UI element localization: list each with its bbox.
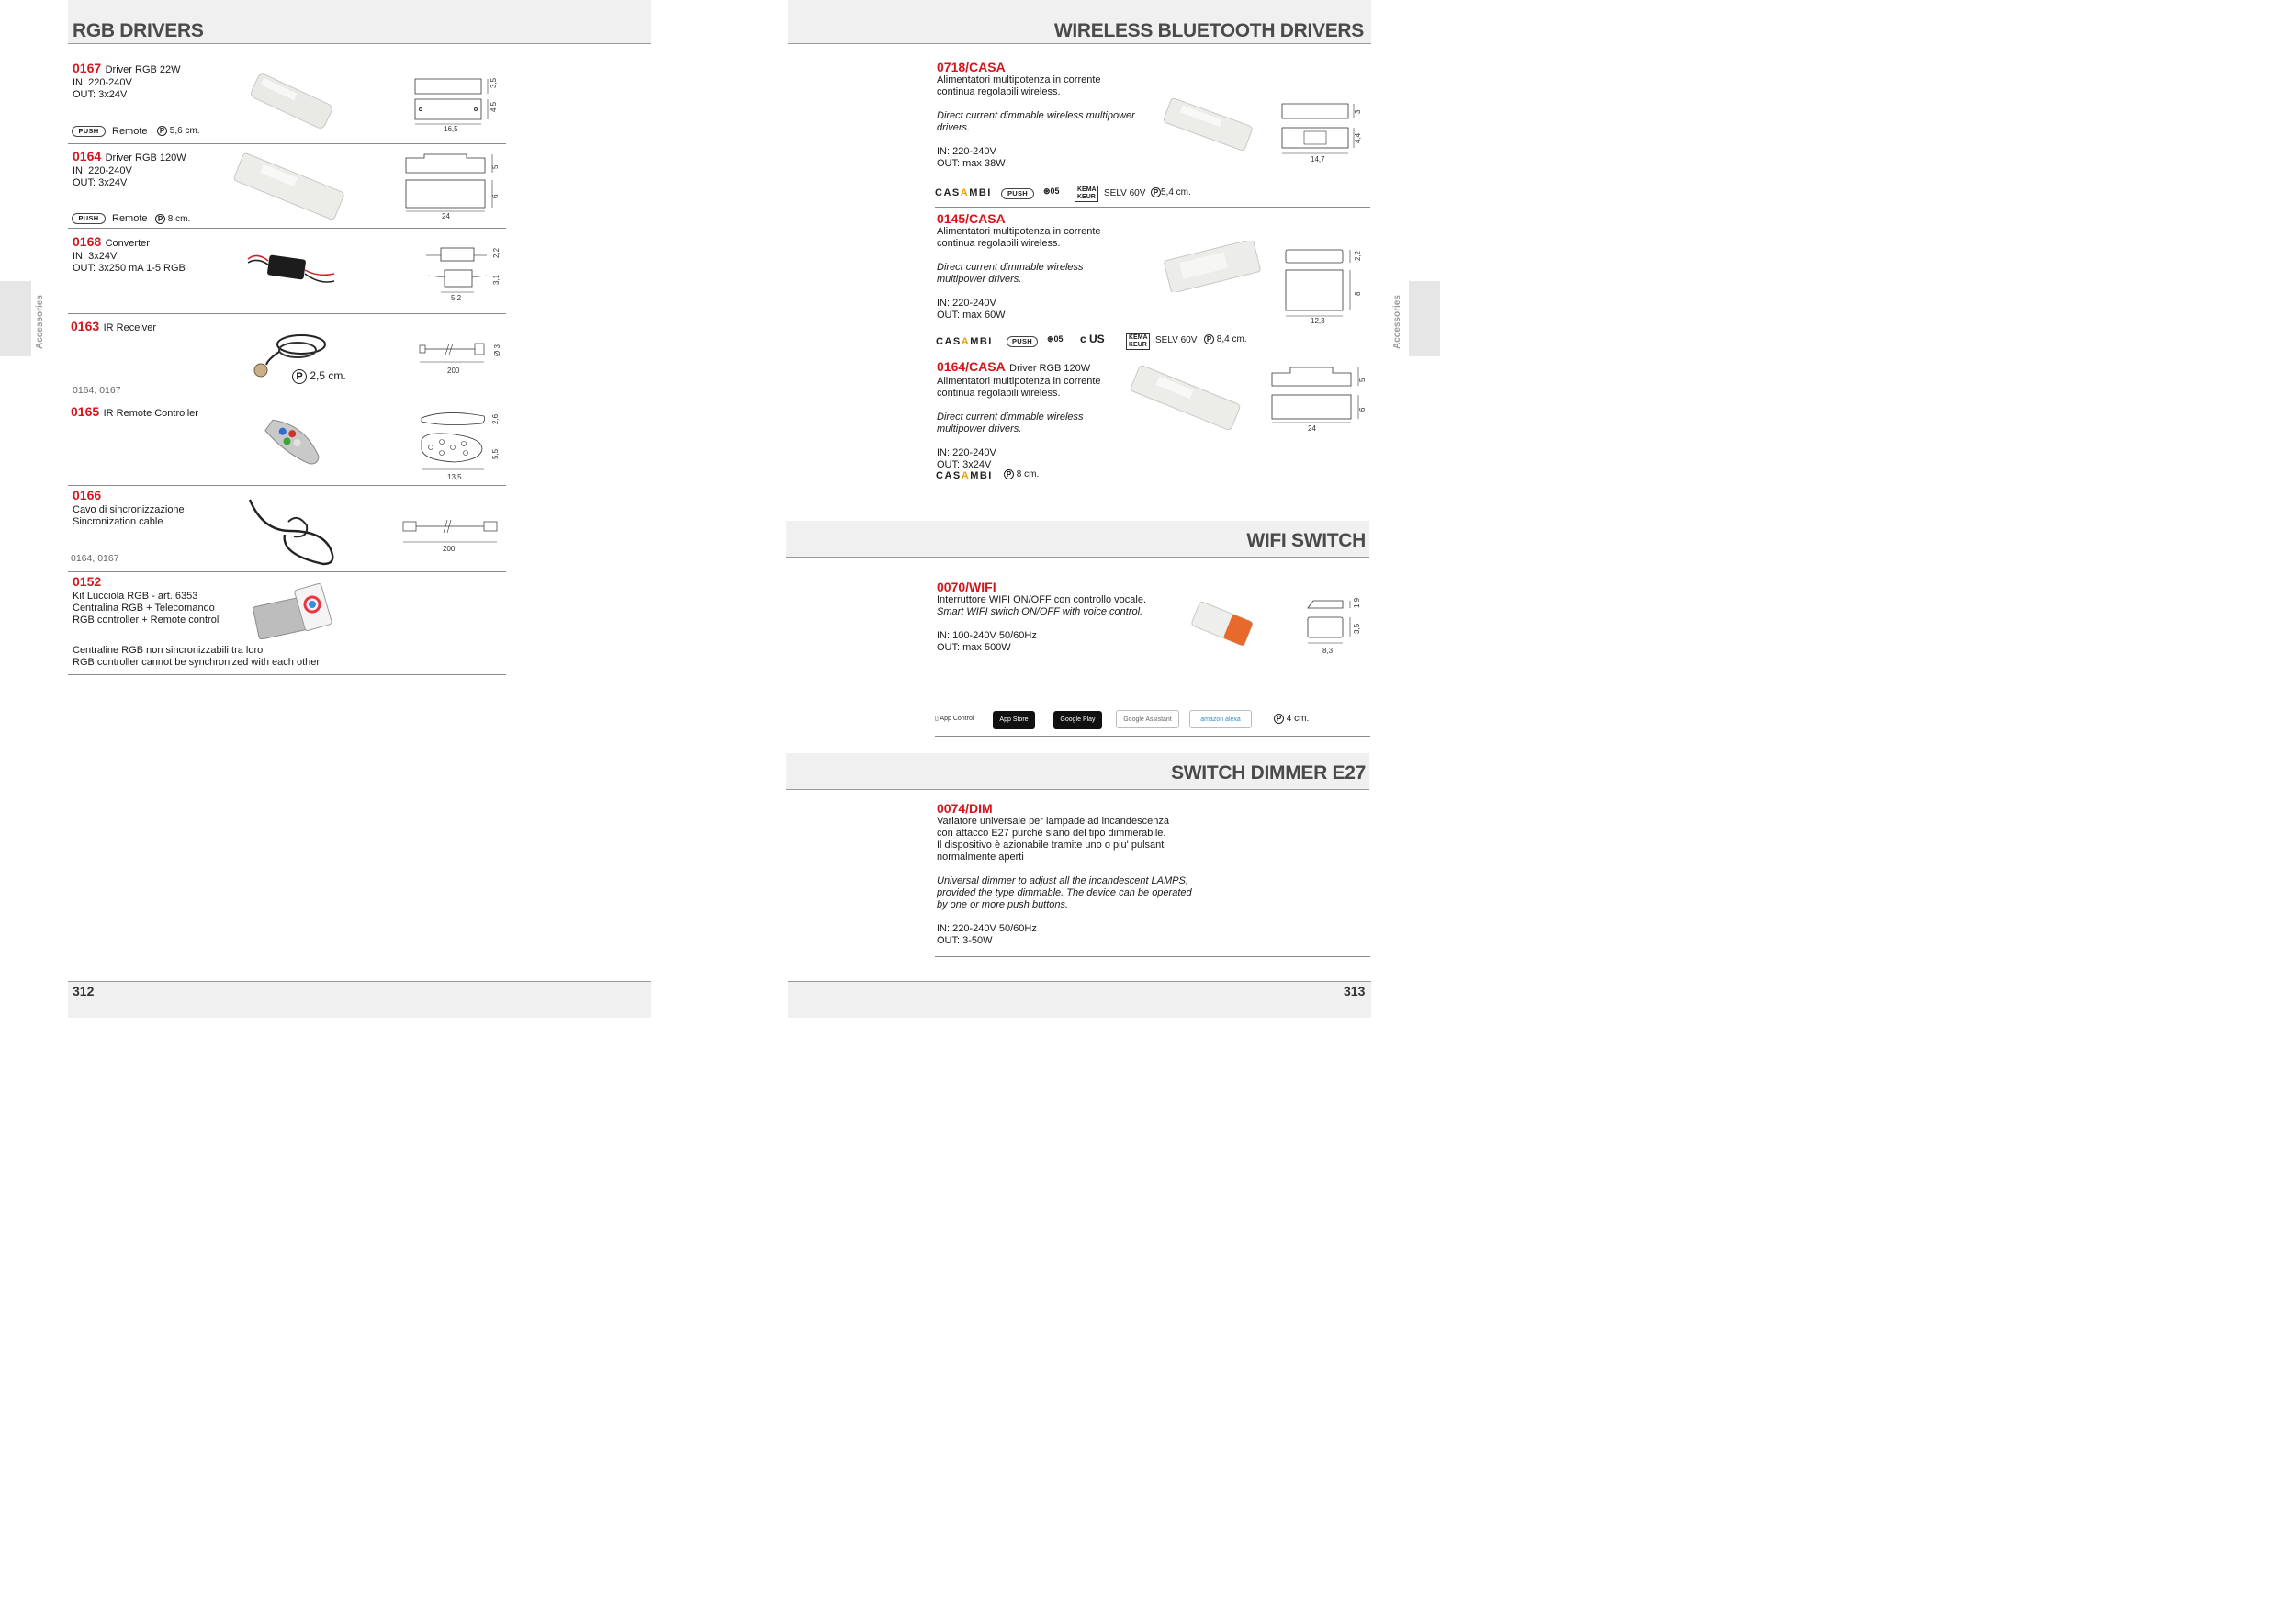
desc-en: drivers. (937, 122, 971, 133)
divider (935, 736, 1370, 737)
hole-value: 4 cm. (1286, 714, 1310, 725)
cert-mark-icon: ⊛05 (1043, 186, 1060, 196)
product-name: IR Remote Controller (103, 408, 198, 419)
hole-size (1004, 469, 1039, 479)
remote-controller-image (255, 415, 329, 472)
push-badge: PUSH (1007, 336, 1038, 347)
desc-en: Direct current dimmable wireless (937, 412, 1084, 423)
hole-size (292, 369, 346, 384)
dim-depth: 3,5 (1353, 623, 1361, 634)
side-label: Accessories (1392, 295, 1402, 349)
product-code: 0163 (71, 319, 100, 333)
dim-depth: 4,4 (1354, 132, 1362, 143)
spec-out: OUT: 3-50W (937, 935, 993, 946)
remote-label: Remote (112, 213, 148, 224)
side-tab (0, 281, 31, 356)
product-0165 (71, 404, 198, 421)
product-code: 0168 (73, 234, 102, 249)
dim-depth: 6 (1358, 407, 1367, 412)
product-0166 (73, 488, 185, 528)
casambi-logo-accent: A (961, 336, 971, 347)
product-0718-casa (937, 60, 1135, 170)
divider (68, 313, 506, 314)
desc-en: multipower drivers. (937, 423, 1022, 434)
dim-width: 5,5 (491, 448, 500, 459)
driver-image (1159, 96, 1255, 153)
divider (68, 143, 506, 144)
section-title: SWITCH DIMMER E27 (1171, 762, 1366, 784)
note-line: Centraline RGB non sincronizzabili tra loro (73, 645, 264, 656)
dim-height: 2,2 (1354, 250, 1362, 261)
dim-length: 200 (443, 545, 456, 553)
side-label: Accessories (35, 295, 45, 349)
dimension-drawing (402, 152, 503, 217)
footer-bar (788, 981, 1371, 1018)
divider (68, 571, 506, 572)
converter-image (246, 241, 338, 296)
spec-out: OUT: 3x24V (937, 459, 992, 470)
page-number: 312 (73, 984, 95, 998)
google-play-badge: Google Play (1053, 711, 1102, 729)
product-code: 0152 (73, 574, 102, 589)
desc-it: Il dispositivo è azionabile tramite uno o piu' pulsanti (937, 840, 1166, 851)
product-code: 0074/DIM (937, 801, 993, 816)
section-header-switch-dimmer (786, 753, 1369, 790)
desc-it: normalmente aperti (937, 851, 1024, 863)
casambi-logo-accent: A (960, 187, 970, 198)
dimension-drawing (400, 516, 501, 546)
product-desc: Kit Lucciola RGB - art. 6353 (73, 591, 198, 602)
desc-it: continua regolabili wireless. (937, 238, 1061, 249)
dim-height: 1,9 (1353, 597, 1361, 608)
dim-width: 14,7 (1311, 155, 1325, 164)
side-tab (1409, 281, 1440, 356)
product-name: IR Receiver (103, 322, 157, 333)
product-0152 (73, 574, 219, 626)
wifi-switch-image (1187, 597, 1261, 654)
product-0167 (73, 61, 181, 101)
product-spec: IN: 220-240V (73, 77, 132, 88)
dim-height: 5 (491, 164, 500, 169)
dim-depth: 4,5 (490, 101, 498, 112)
product-note (73, 645, 320, 669)
product-spec: OUT: 3x250 mA 1-5 RGB (73, 263, 186, 274)
dim-height: 3,5 (490, 77, 498, 88)
divider (68, 228, 506, 229)
dim-height: 5 (1358, 378, 1367, 382)
desc-en: Direct current dimmable wireless multipower (937, 110, 1135, 121)
spec-in: IN: 100-240V 50/60Hz (937, 630, 1037, 641)
cert-mark-icon: ⊛05 (1047, 334, 1064, 344)
selv-label: SELV 60V (1155, 335, 1198, 345)
hole-value: 5,4 cm. (1161, 187, 1191, 198)
divider (68, 485, 506, 486)
divider (935, 956, 1370, 957)
compatible-refs: 0164, 0167 (71, 553, 119, 564)
hole-icon: P (1204, 334, 1214, 344)
product-0145-casa (937, 211, 1101, 321)
dim-width: 16,5 (444, 125, 458, 133)
footer-bar (68, 981, 651, 1018)
dim-height: 2,2 (492, 247, 501, 258)
hole-icon: P (155, 214, 165, 224)
app-store-badge: App Store (993, 711, 1035, 729)
spec-out: OUT: max 60W (937, 310, 1006, 321)
hole-icon: P (1151, 187, 1161, 197)
remote-label: Remote (112, 126, 148, 137)
product-code: 0165 (71, 404, 100, 419)
cert-value: 05 (1053, 334, 1064, 344)
hole-size (1204, 334, 1247, 344)
kema-keur-icon: KEMA KEUR (1075, 186, 1098, 202)
spec-in: IN: 220-240V (937, 298, 996, 309)
hole-value: 8,4 cm. (1216, 334, 1247, 345)
dim-width: 24 (1308, 424, 1316, 433)
desc-it: con attacco E27 purchè siano del tipo dimmerabile. (937, 828, 1166, 839)
cert-value: 05 (1050, 186, 1060, 196)
phone-icon: ▯ (935, 716, 939, 722)
hole-value: 8 cm. (1016, 469, 1040, 480)
push-badge: PUSH (72, 126, 106, 137)
product-0164-casa (937, 359, 1101, 471)
app-control-badge (935, 710, 988, 728)
hole-value: 5,6 cm. (169, 126, 200, 137)
dimension-drawing (1304, 595, 1359, 650)
product-spec: IN: 3x24V (73, 251, 118, 262)
product-0164 (73, 149, 186, 189)
casambi-logo: CASAMBI (936, 470, 993, 481)
product-code: 0164/CASA (937, 359, 1006, 374)
divider (935, 207, 1370, 208)
spec-in: IN: 220-240V (937, 146, 996, 157)
hole-size (1151, 187, 1191, 197)
divider (68, 674, 506, 675)
push-badge: PUSH (72, 213, 106, 224)
section-title: WIFI SWITCH (1246, 530, 1366, 551)
spec-out: OUT: max 38W (937, 158, 1006, 169)
product-code: 0145/CASA (937, 211, 1006, 226)
spec-in: IN: 220-240V 50/60Hz (937, 923, 1037, 934)
hole-size (155, 214, 190, 224)
product-spec: OUT: 3x24V (73, 177, 128, 188)
hole-value: 8 cm. (167, 214, 191, 225)
product-desc: Sincronization cable (73, 516, 163, 527)
product-name: Driver RGB 120W (105, 152, 186, 164)
casambi-logo: CASAMBI (936, 336, 993, 347)
ul-listed-icon: c US (1080, 333, 1105, 345)
casambi-logo: CASAMBI (935, 187, 992, 198)
section-header-wifi-switch (786, 521, 1369, 558)
spec-in: IN: 220-240V (937, 447, 996, 458)
desc-it: Alimentatori multipotenza in corrente (937, 74, 1101, 85)
desc-en: multipower drivers. (937, 274, 1022, 285)
product-code: 0718/CASA (937, 60, 1006, 74)
dim-width: 8,3 (1322, 647, 1334, 655)
sync-cable-image (244, 494, 345, 568)
product-0163 (71, 319, 156, 335)
hole-value: 2,5 cm. (310, 369, 346, 383)
product-name: Driver RGB 120W (1009, 363, 1091, 374)
driver-image (1126, 364, 1245, 430)
hole-icon: P (157, 126, 167, 136)
dimension-drawing (1268, 366, 1369, 426)
desc-it: continua regolabili wireless. (937, 388, 1061, 399)
desc-en: Universal dimmer to adjust all the incandescent LAMPS, (937, 875, 1188, 886)
product-name: Driver RGB 22W (105, 64, 181, 75)
desc-it: continua regolabili wireless. (937, 86, 1061, 97)
dim-width: 12,3 (1311, 317, 1325, 325)
hole-size (157, 126, 200, 136)
product-desc: RGB controller + Remote control (73, 615, 219, 626)
hole-size (1274, 714, 1309, 724)
driver-image (243, 72, 340, 132)
product-code: 0070/WIFI (937, 580, 996, 594)
kema-keur-icon: KEMA KEUR (1126, 333, 1150, 350)
rgb-controller-kit-image (248, 579, 358, 639)
desc-en: Smart WIFI switch ON/OFF with voice control. (937, 606, 1143, 617)
hole-icon: P (292, 369, 307, 384)
compatible-refs: 0164, 0167 (73, 385, 121, 396)
product-0070-wifi (937, 580, 1146, 654)
product-spec: IN: 220-240V (73, 165, 132, 176)
dimension-drawing (1282, 244, 1365, 320)
note-line: RGB controller cannot be synchronized with each other (73, 657, 321, 668)
dim-length: 200 (447, 367, 460, 375)
desc-it: Variatore universale per lampade ad incandescenza (937, 816, 1169, 827)
dim-width: 5,2 (451, 294, 462, 302)
section-title: RGB DRIVERS (73, 20, 204, 41)
dim-height: 2,6 (491, 413, 500, 424)
selv-label: SELV 60V (1104, 188, 1146, 198)
hole-icon: P (1274, 714, 1284, 724)
dim-height: 3 (1354, 109, 1362, 114)
push-badge: PUSH (1001, 188, 1034, 199)
product-code: 0167 (73, 61, 102, 75)
desc-it: Interruttore WIFI ON/OFF con controllo vocale. (937, 594, 1147, 605)
product-code: 0164 (73, 149, 102, 164)
dimension-drawing (418, 407, 491, 476)
product-desc: Centralina RGB + Telecomando (73, 603, 215, 614)
desc-en: by one or more push buttons. (937, 899, 1069, 910)
amazon-alexa-badge: amazon alexa (1189, 710, 1252, 728)
google-assistant-badge: Google Assistant (1116, 710, 1179, 728)
section-header-rgb-drivers (68, 0, 651, 44)
dim-depth: 8 (1354, 291, 1362, 296)
product-0074-dim (937, 801, 1192, 947)
dim-length: 13,5 (447, 473, 462, 481)
desc-en: provided the type dimmable. The device can be operated (937, 887, 1192, 898)
hole-icon: P (1004, 469, 1014, 479)
desc-en: Direct current dimmable wireless (937, 262, 1084, 273)
dimension-drawing (1278, 98, 1370, 161)
driver-image (230, 152, 349, 220)
casambi-logo-accent: A (961, 470, 971, 481)
dim-depth: 3,1 (492, 274, 501, 285)
product-code: 0166 (73, 488, 102, 502)
driver-image (1159, 241, 1265, 292)
product-name: Converter (105, 238, 150, 249)
dim-width: 24 (442, 212, 450, 220)
section-header-wireless (788, 0, 1371, 44)
desc-it: Alimentatori multipotenza in corrente (937, 226, 1101, 237)
dimension-drawing (418, 340, 491, 367)
section-title: WIRELESS BLUETOOTH DRIVERS (1053, 20, 1364, 41)
product-spec: OUT: 3x24V (73, 89, 128, 100)
spec-out: OUT: max 500W (937, 642, 1011, 653)
desc-it: Alimentatori multipotenza in corrente (937, 376, 1101, 387)
dim-diameter: Ø 3 (493, 344, 501, 356)
dim-depth: 6 (491, 194, 500, 198)
page-number: 313 (1344, 984, 1366, 998)
badge-label: App Control (940, 716, 974, 722)
product-0168 (73, 234, 186, 275)
product-desc: Cavo di sincronizzazione (73, 504, 185, 515)
